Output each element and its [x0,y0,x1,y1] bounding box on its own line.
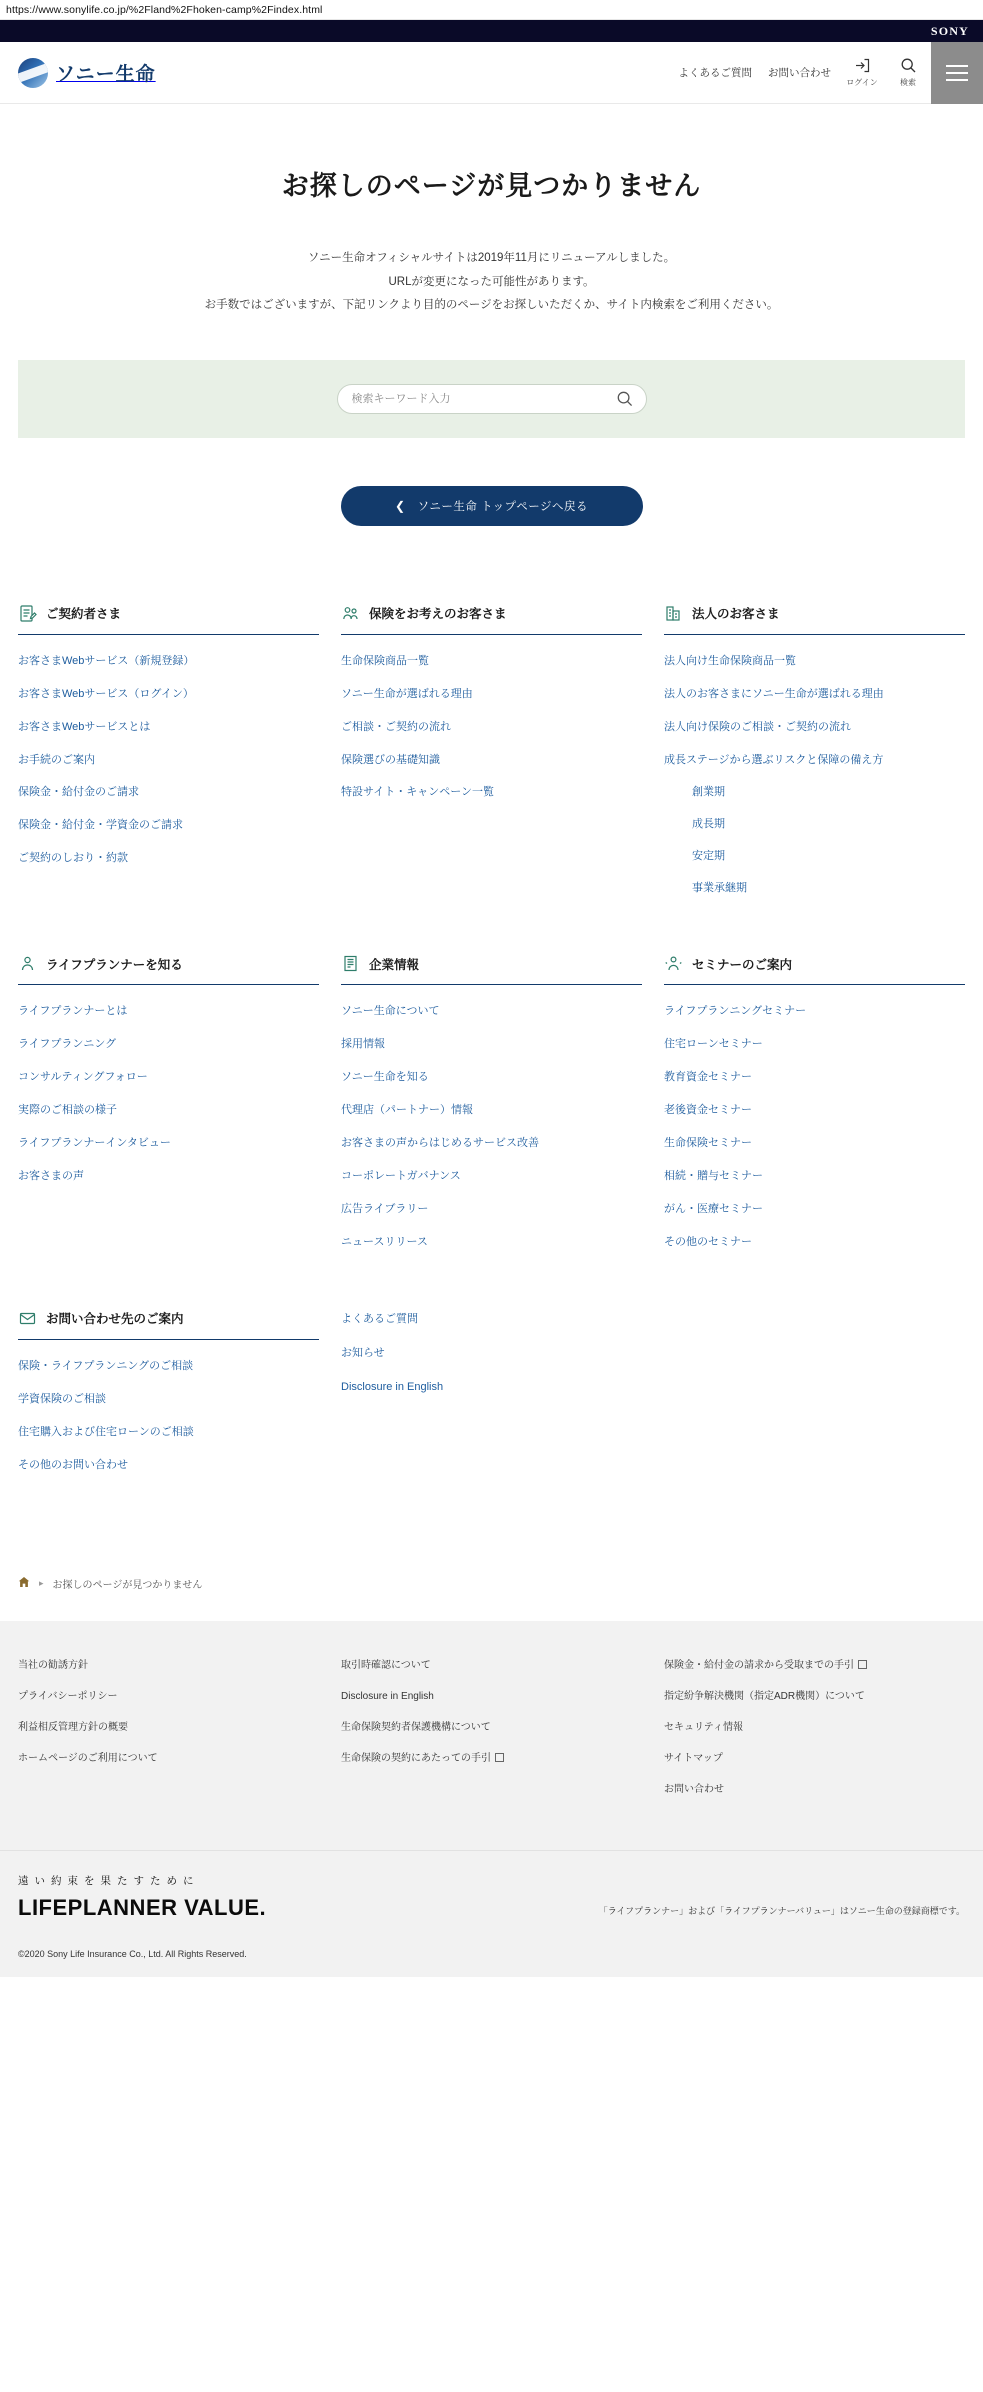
link-block-considering [341,604,642,911]
link-block-title: ご契約者さま [46,607,122,622]
link-item[interactable]: 住宅購入および住宅ローンのご相談 [18,1425,194,1438]
list-item [18,1422,319,1441]
link-item[interactable]: 採用情報 [341,1038,385,1051]
footer-link[interactable]: ホームページのご利用について [18,1752,158,1764]
link-block-header [18,954,319,985]
extra-link-list [341,1309,642,1395]
link-item[interactable]: ニュースリリース [341,1236,428,1248]
list-item [341,1377,642,1395]
building-icon [664,604,683,623]
list-item [18,1686,319,1704]
back-to-top-label: ソニー生命 トップページへ戻る [417,500,588,513]
footer-column-1 [18,1655,319,1810]
sony-life-mark-icon [18,58,48,88]
list-item [18,1455,319,1474]
link-item[interactable]: 保険選びの基礎知識 [341,753,440,766]
header-search-label: 検索 [900,78,916,87]
link-item[interactable]: ソニー生命について [341,1005,440,1018]
page-description [0,247,983,318]
extra-link-item[interactable]: よくあるご質問 [341,1312,418,1325]
link-item[interactable]: 生命保険セミナー [664,1137,752,1150]
list-item [18,782,319,801]
link-list [18,1356,319,1474]
site-search-section [18,360,965,438]
list-item [18,750,319,769]
footer-link[interactable]: 取引時確認について [341,1659,431,1671]
main-content [0,164,983,1621]
link-item[interactable]: コーポレートガバナンス [341,1170,461,1183]
site-logo-text: ソニー生命 [56,64,156,85]
link-block-title: セミナーのご案内 [692,957,793,972]
home-icon[interactable] [18,1576,30,1591]
list-item [664,1232,965,1251]
hamburger-icon-bar [946,79,968,81]
footer-link-external[interactable]: 生命保険の契約にあたっての手引 [341,1753,504,1764]
page-description-line-3: お手数ではございますが、下記リンクより目的のページをお探しいただくか、サイト内検索をご利用ください。 [204,299,779,312]
list-item [664,1100,965,1119]
list-item [18,1389,319,1408]
link-block-header [18,1309,319,1340]
header-link-contact[interactable]: お問い合わせ [768,67,831,79]
link-block-extra [341,1309,642,1488]
page-description-line-1: ソニー生命オフィシャルサイトは2019年11月にリニューアルしました。 [307,252,676,264]
link-item[interactable]: ライフプランナーとは [18,1005,128,1018]
list-item [692,846,965,864]
link-item[interactable]: お客さまの声からはじめるサービス改善 [341,1137,539,1150]
chevron-left-icon: ❮ [395,498,406,513]
link-item[interactable]: その他のセミナー [664,1236,752,1248]
list-item [664,1133,965,1152]
link-item[interactable]: ライフプランナーインタビュー [18,1137,171,1150]
link-block-header [341,954,642,985]
list-item [664,1001,965,1020]
link-item[interactable]: 老後資金セミナー [664,1104,752,1117]
link-item[interactable]: 保険金・給付金・学資金のご請求 [18,819,183,832]
footer-link[interactable]: 生命保険契約者保護機構について [341,1721,491,1733]
list-item [664,1199,965,1218]
list-item [664,651,965,670]
search-submit-button[interactable] [616,390,634,408]
list-item [664,1034,965,1053]
lifeplanner-value-logo [18,1873,266,1921]
list-item [341,684,642,703]
list-item [341,1309,642,1327]
footer-link[interactable]: お問い合わせ [664,1783,724,1795]
sub-link-list [664,782,965,896]
list-item [341,1232,642,1251]
list-item [18,651,319,670]
link-item[interactable]: 法人向け保険のご相談・ご契約の流れ [664,720,851,733]
people-icon [341,604,360,623]
link-item[interactable]: ライフプランニング [18,1038,117,1051]
header-search-button[interactable] [885,42,931,104]
header-login-button[interactable] [839,42,885,104]
link-item[interactable]: お客さまWebサービス（ログイン） [18,687,194,700]
link-list [341,651,642,802]
footer-column-3 [664,1655,965,1810]
list-item [18,717,319,736]
list-item [664,1717,965,1735]
link-item[interactable]: がん・医療セミナー [664,1203,763,1216]
back-to-top-button[interactable] [341,486,643,526]
list-item [18,1100,319,1119]
list-item [341,1343,642,1361]
hamburger-icon-bar [946,65,968,67]
brand-trademark-note: 「ライフプランナー」および「ライフプランナーバリュー」はソニー生命の登録商標です。 [598,1905,965,1916]
link-block-corporate [664,604,965,911]
site-link-map [18,604,965,1532]
search-icon [900,57,917,74]
link-block-title: 企業情報 [369,957,420,972]
site-footer [0,1621,983,1850]
brand-logo-text: LIFEPLANNER VALUE. [18,1894,267,1920]
footer-brand-area [0,1850,983,1937]
link-item[interactable]: 法人向け生命保険商品一覧 [664,654,796,667]
link-item[interactable]: ご契約のしおり・約款 [18,852,128,865]
footer-column-2 [341,1655,642,1810]
link-list [18,651,319,868]
corporate-icon [341,954,360,973]
sub-link-item[interactable]: 成長期 [692,818,725,831]
link-block-contact [18,1309,319,1488]
sub-link-item[interactable]: 安定期 [692,850,725,863]
list-item [692,782,965,800]
link-block-header [18,604,319,635]
link-item[interactable]: 生命保険商品一覧 [341,654,429,667]
breadcrumb-current: お探しのページが見つかりません [52,1579,203,1591]
link-item[interactable]: 法人のお客さまにソニー生命が選ばれる理由 [664,687,884,700]
page-title: お探しのページが見つかりません [281,171,702,201]
link-block-title: 保険をお考えのお客さま [369,607,507,622]
list-item [341,1001,642,1020]
link-list [664,1001,965,1251]
link-block-header [664,954,965,985]
link-block-title: ライフプランナーを知る [46,957,183,972]
link-item[interactable]: お客さまWebサービス（新規登録） [18,654,195,667]
footer-link-external[interactable]: 保険金・給付金の請求から受取までの手引 [664,1660,867,1671]
sony-corporate-bar [0,20,983,42]
link-item[interactable]: ソニー生命を知る [341,1071,429,1084]
hamburger-icon-bar [946,72,968,74]
link-block-header [341,604,642,635]
list-item [341,782,642,801]
list-item [18,1067,319,1086]
list-item [341,1034,642,1053]
link-item[interactable]: その他のお問い合わせ [18,1458,128,1471]
list-item [341,1717,642,1735]
extra-link-item[interactable]: お知らせ [341,1346,385,1359]
sub-link-item[interactable]: 事業承継期 [692,882,747,895]
list-item [664,1686,965,1704]
menu-toggle-button[interactable] [931,42,983,104]
sub-link-item[interactable]: 創業期 [692,786,725,799]
page-description-line-2: URLが変更になった可能性があります。 [388,275,595,288]
link-item[interactable]: 実際のご相談の様子 [18,1104,117,1117]
footer-link[interactable]: 指定紛争解決機関（指定ADR機関）について [664,1690,865,1702]
list-item [664,1166,965,1185]
breadcrumb-separator-icon: ▸ [39,1577,44,1588]
list-item [664,1655,965,1673]
list-item [18,1001,319,1020]
list-item [18,1655,319,1673]
list-item [341,1748,642,1766]
list-item [18,815,319,834]
search-box[interactable] [337,384,647,414]
link-list [341,1001,642,1251]
list-item [341,1067,642,1086]
list-item [341,1100,642,1119]
link-item[interactable]: ライフプランニングセミナー [664,1005,807,1018]
link-block-company [341,954,642,1265]
link-item[interactable]: ご相談・ご契約の流れ [341,720,451,733]
link-item[interactable]: 住宅ローンセミナー [664,1038,763,1051]
copyright-bar [0,1937,983,1977]
header-link-faq[interactable]: よくあるご質問 [678,67,752,79]
footer-link[interactable]: プライバシーポリシー [18,1690,118,1702]
list-item [18,1133,319,1152]
link-item[interactable]: 学資保険のご相談 [18,1392,106,1405]
link-item[interactable]: 保険金・給付金のご請求 [18,786,139,799]
link-item[interactable]: お客さまWebサービスとは [18,720,151,733]
site-logo-link[interactable] [0,58,156,88]
link-item[interactable]: お手続のご案内 [18,753,95,766]
list-item [664,1779,965,1797]
list-item [18,1717,319,1735]
footer-link[interactable]: セキュリティ情報 [664,1721,743,1733]
site-header [0,42,983,104]
footer-link[interactable]: 利益相反管理方針の概要 [18,1721,128,1733]
brand-tagline: 遠い約束を果たすために [18,1874,200,1887]
link-item[interactable]: コンサルティングフォロー [18,1071,148,1084]
list-item [341,1655,642,1673]
header-actions [671,42,983,103]
browser-url-bar[interactable] [0,0,983,20]
copyright-text: ©2020 Sony Life Insurance Co., Ltd. All Rights Reserved. [18,1948,247,1959]
list-item [664,717,965,736]
link-block-title: 法人のお客さま [692,607,780,622]
link-block-contract [18,604,319,911]
header-login-label: ログイン [846,78,878,87]
footer-link[interactable]: サイトマップ [664,1752,723,1764]
list-item [18,1166,319,1185]
list-item [664,1748,965,1766]
list-item [692,814,965,832]
top-page-button-wrap [0,486,983,526]
link-block-seminar [664,954,965,1265]
link-item[interactable]: 成長ステージから選ぶリスクと保障の備え方 [664,753,884,766]
breadcrumb [18,1558,965,1621]
footer-link[interactable]: 当社の勧誘方針 [18,1659,88,1671]
link-block-lifeplanner [18,954,319,1265]
search-icon [616,396,634,411]
sony-logo[interactable]: SONY [930,23,969,38]
extra-link-item[interactable]: Disclosure in English [341,1380,444,1393]
list-item [18,848,319,867]
list-item [664,1067,965,1086]
link-block-spacer [664,1309,965,1488]
link-item[interactable]: 相続・贈与セミナー [664,1170,763,1183]
link-item[interactable]: 特設サイト・キャンペーン一覧 [341,786,495,799]
footer-link[interactable]: Disclosure in English [341,1690,434,1702]
list-item [341,1166,642,1185]
list-item [692,878,965,896]
link-item[interactable]: 教育資金セミナー [664,1071,752,1084]
link-item[interactable]: 保険・ライフプランニングのご相談 [18,1359,194,1372]
list-item [664,750,965,769]
list-item [341,1133,642,1152]
footer-link-columns [18,1655,965,1850]
link-block-header [664,604,965,635]
mail-icon [18,1309,37,1328]
list-item [18,1034,319,1053]
list-item [18,684,319,703]
list-item [341,651,642,670]
list-item [341,1686,642,1704]
list-item [341,1199,642,1218]
search-input[interactable] [350,392,616,406]
list-item [18,1748,319,1766]
list-item [341,750,642,769]
link-item[interactable]: ソニー生命が選ばれる理由 [341,687,473,700]
link-block-title: お問い合わせ先のご案内 [46,1312,184,1327]
speaker-icon [664,954,683,973]
link-item[interactable]: 代理店（パートナー）情報 [341,1104,473,1117]
login-icon [854,57,871,74]
link-list [664,651,965,769]
link-item[interactable]: 広告ライブラリー [341,1203,429,1216]
document-pen-icon [18,604,37,623]
link-list [18,1001,319,1185]
list-item [341,717,642,736]
person-icon [18,954,37,973]
link-item[interactable]: お客さまの声 [18,1170,84,1183]
url-text: https://www.sonylife.co.jp/%2Fland%2Fhoken-camp%2Findex.html [6,3,323,16]
list-item [18,1356,319,1375]
list-item [664,684,965,703]
